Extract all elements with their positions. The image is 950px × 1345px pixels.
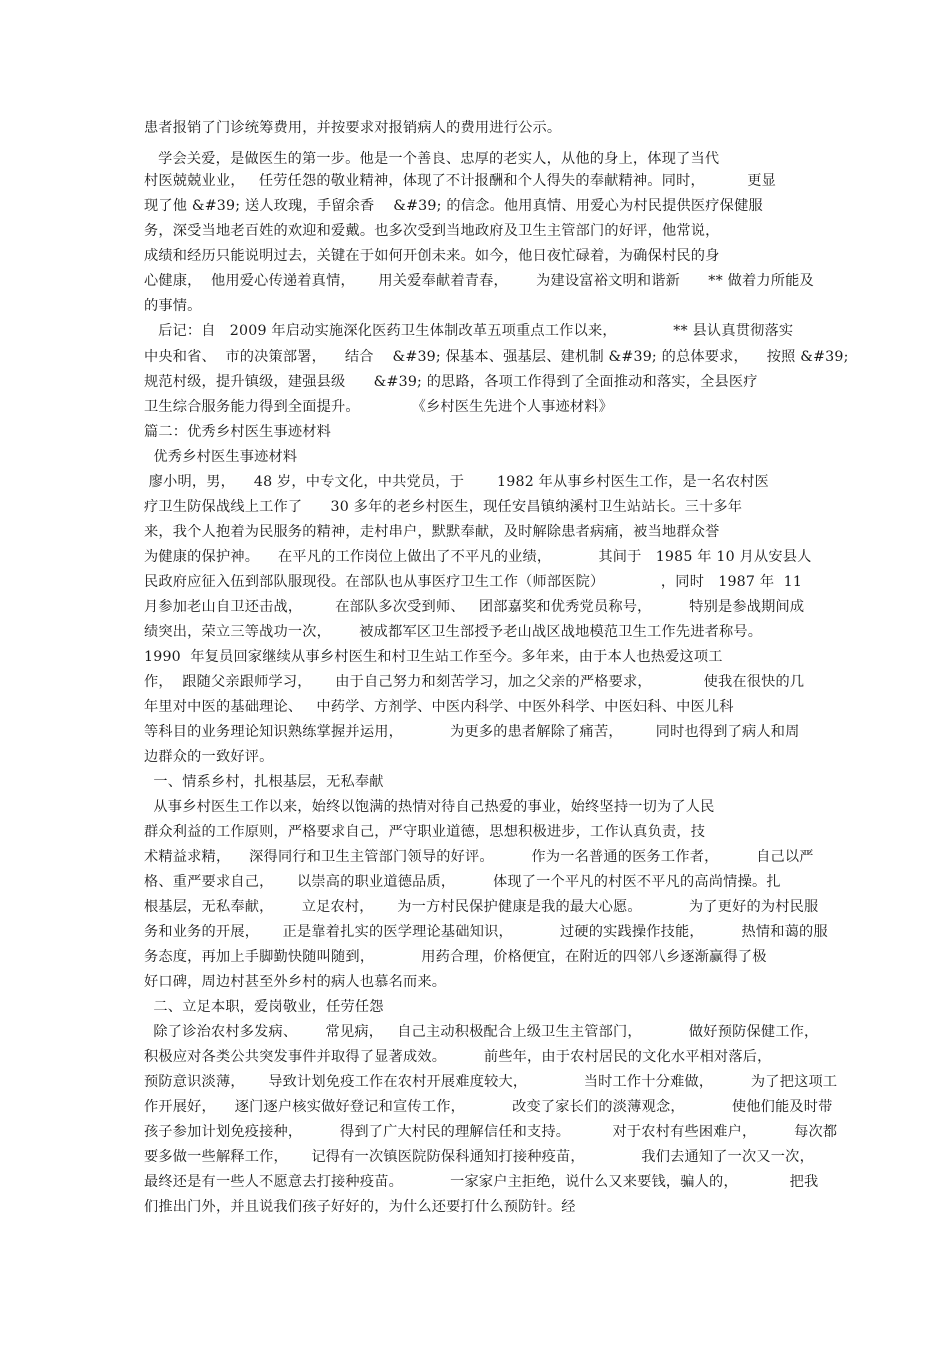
text-line: 等科目的业务理论知识熟练掌握并运用， 为更多的患者解除了痛苦， 同时也得到了病人和周 <box>144 724 800 740</box>
text-line: 作开展好， 逐门逐户核实做好登记和宣传工作， 改变了家长们的淡薄观念， 使他们能及时带 <box>144 1099 833 1115</box>
text-line: 务，深受当地老百姓的欢迎和爱戴。也多次受到当地政府及卫生主管部门的好评，他常说， <box>144 223 720 239</box>
text-line: 格、重严要求自己， 以崇高的职业道德品质， 体现了一个平凡的村医不平凡的高尚情操。扎 <box>144 874 781 890</box>
text-line: 边群众的一致好评。 <box>144 749 274 765</box>
text-line: 村医兢兢业业， 任劳任怨的敬业精神，体现了不计报酬和个人得失的奉献精神。同时， 更显 <box>144 173 777 189</box>
text-line: 从事乡村医生工作以来，始终以饱满的热情对待自己热爱的事业，始终坚持一切为了人民 <box>144 799 715 815</box>
text-line: 篇二：优秀乡村医生事迹材料 <box>144 424 332 440</box>
text-line: 心健康， 他用爱心传递着真情， 用关爱奉献着青春， 为建设富裕文明和谐新 ** 做着力所能及 <box>144 273 814 289</box>
text-line: 民政府应征入伍到部队服现役。在部队也从事医疗卫生工作（师部医院） ，同时 1987 年 11 <box>144 574 803 590</box>
text-line: 最终还是有一些人不愿意去打接种疫苗。 一家家户主拒绝，说什么又来要钱，骗人的， 把我 <box>144 1174 819 1190</box>
text-line: 为健康的保护神。 在平凡的工作岗位上做出了不平凡的业绩， 其间于 1985 年 10 月从安县人 <box>144 549 812 565</box>
text-line: 卫生综合服务能力得到全面提升。 《乡村医生先进个人事迹材料》 <box>144 399 614 415</box>
text-line: 术精益求精， 深得同行和卫生主管部门领导的好评。 作为一名普通的医务工作者， 自己以严 <box>144 849 814 865</box>
text-line: 根基层，无私奉献， 立足农村， 为一方村民保护健康是我的最大心愿。 为了更好的为村民服 <box>144 899 819 915</box>
text-line: 现了他 &#39; 送人玫瑰，手留余香 &#39; 的信念。他用真情、用爱心为村民提供医疗保健服 <box>144 198 763 214</box>
text-line: 廖小明，男， 48 岁，中专文化，中共党员，于 1982 年从事乡村医生工作，是一名农村医 <box>144 474 769 490</box>
text-line: 孩子参加计划免疫接种， 得到了广大村民的理解信任和支持。 对于农村有些困难户， 每次都 <box>144 1124 838 1140</box>
text-line: 后记：自 2009 年启动实施深化医药卫生体制改革五项重点工作以来， ** 县认真贯彻落实 <box>144 323 794 339</box>
text-line: 积极应对各类公共突发事件并取得了显著成效。 前些年，由于农村居民的文化水平相对落后， <box>144 1049 772 1065</box>
text-line: 要多做一些解释工作， 记得有一次镇医院防保科通知打接种疫苗， 我们去通知了一次又一次， <box>144 1149 814 1165</box>
text-line: 群众利益的工作原则，严格要求自己，严守职业道德，思想积极进步，工作认真负责，技 <box>144 824 706 840</box>
text-line: 好口碑，周边村甚至外乡村的病人也慕名而来。 <box>144 974 447 990</box>
text-line: 除了诊治农村多发病、 常见病， 自己主动积极配合上级卫生主管部门， 做好预防保健工作， <box>144 1024 819 1040</box>
text-line: 来，我个人抱着为民服务的精神，走村串户，默默奉献，及时解除患者病痛，被当地群众誉 <box>144 524 720 540</box>
text-line: 年里对中医的基础理论、 中药学、方剂学、中医内科学、中医外科学、中医妇科、中医儿科 <box>144 699 734 715</box>
text-line: 患者报销了门诊统筹费用，并按要求对报销病人的费用进行公示。 <box>144 120 562 136</box>
text-line: 疗卫生防保战线上工作了 30 多年的老乡村医生，现任安昌镇纳溪村卫生站站长。三十多年 <box>144 499 743 515</box>
text-line: 1990 年复员回家继续从事乡村医生和村卫生站工作至今。多年来，由于本人也热爱这项工 <box>144 649 723 665</box>
text-line: 优秀乡村医生事迹材料 <box>144 449 298 465</box>
text-line: 务态度，再加上手脚勤快随叫随到， 用药合理，价格便宜，在附近的四邻八乡逐渐赢得了极 <box>144 949 767 965</box>
text-line: 二、立足本职，爱岗敬业，任劳任怨 <box>144 999 384 1015</box>
text-line: 一、情系乡村，扎根基层，无私奉献 <box>144 774 384 790</box>
text-line: 中央和省、 市的决策部署， 结合 &#39; 保基本、强基层、建机制 &#39; 的总体要求， 按照 &#39; <box>144 349 849 365</box>
text-line: 作， 跟随父亲跟师学习， 由于自己努力和刻苦学习，加之父亲的严格要求， 使我在很快的几 <box>144 674 805 690</box>
text-line: 规范村级，提升镇级，建强县级 &#39; 的思路，各项工作得到了全面推动和落实，全县医疗 <box>144 374 758 390</box>
text-line: 的事情。 <box>144 298 202 314</box>
text-line: 预防意识淡薄， 导致计划免疫工作在农村开展难度较大， 当时工作十分难做， 为了把这项工 <box>144 1074 838 1090</box>
text-line: 学会关爱，是做医生的第一步。他是一个善良、忠厚的老实人，从他的身上，体现了当代 <box>144 151 720 167</box>
text-line: 们推出门外，并且说我们孩子好好的，为什么还要打什么预防针。经 <box>144 1199 576 1215</box>
text-line: 务和业务的开展， 正是靠着扎实的医学理论基础知识， 过硬的实践操作技能， 热情和蔼的服 <box>144 924 828 940</box>
text-line: 月参加老山自卫还击战， 在部队多次受到师、 团部嘉奖和优秀党员称号， 特别是参战期间成 <box>144 599 805 615</box>
text-line: 绩突出，荣立三等战功一次， 被成都军区卫生部授予老山战区战地模范卫生工作先进者称号。 <box>144 624 763 640</box>
text-line: 成绩和经历只能说明过去，关键在于如何开创未来。如今，他日夜忙碌着，为确保村民的身 <box>144 248 720 264</box>
